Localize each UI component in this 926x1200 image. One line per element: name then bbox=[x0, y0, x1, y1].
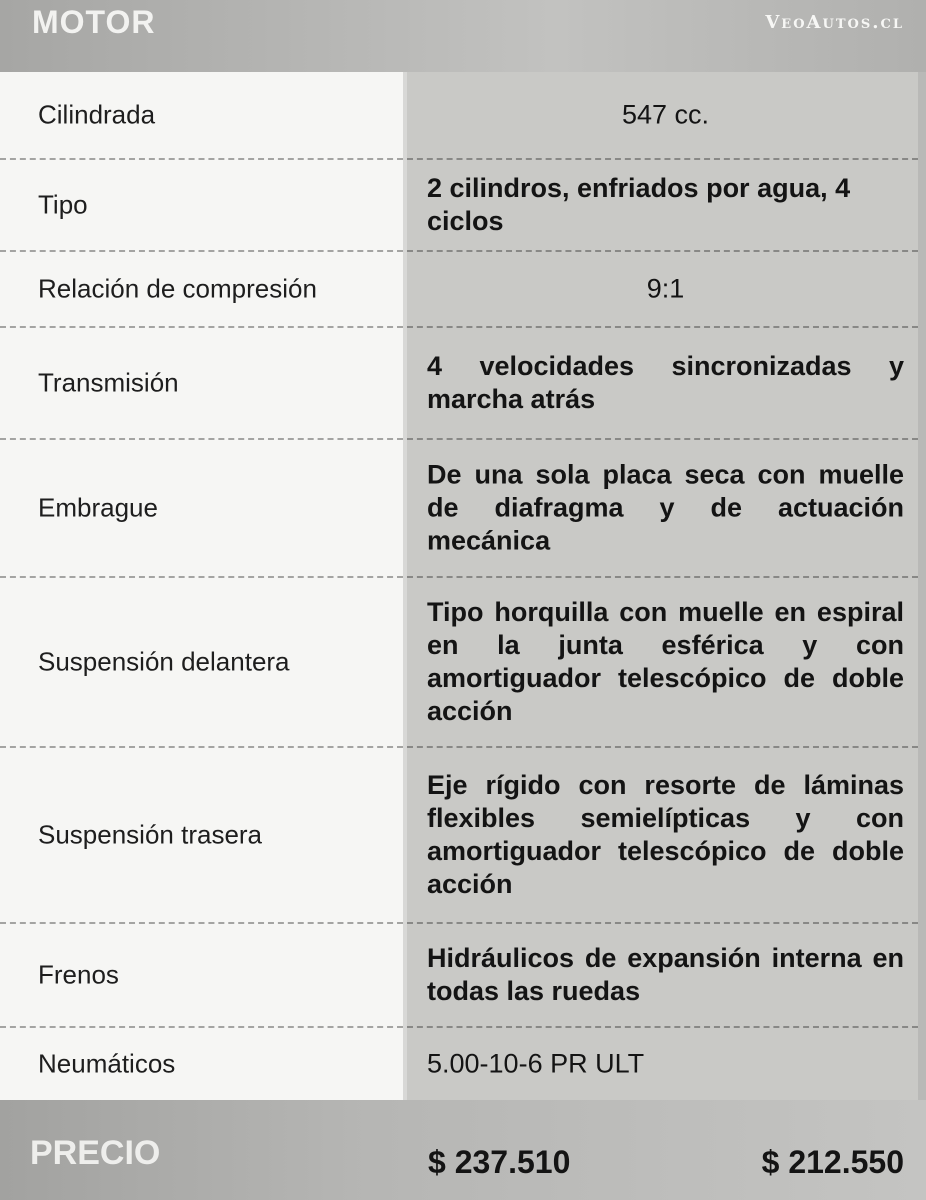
spec-label-cell bbox=[0, 578, 403, 748]
spec-value: Eje rígido con resorte de láminas flexibles semielípticas y con amortiguador telescópico de doble acción bbox=[427, 770, 904, 899]
spec-row-tipo bbox=[0, 160, 926, 252]
spec-row-embrague bbox=[0, 440, 926, 578]
spec-label-cell bbox=[0, 72, 403, 160]
header-bar bbox=[0, 0, 926, 72]
spec-value-cell bbox=[407, 748, 918, 924]
price-bar bbox=[0, 1100, 926, 1200]
spec-label: Embrague bbox=[38, 492, 158, 523]
spec-value-cell bbox=[407, 328, 918, 440]
spec-value-cell bbox=[407, 440, 918, 578]
spec-label-cell bbox=[0, 748, 403, 924]
spec-label-cell bbox=[0, 252, 403, 328]
site-watermark: VeoAutos.cl bbox=[765, 12, 904, 33]
spec-label: Frenos bbox=[38, 959, 119, 990]
spec-value: 9:1 bbox=[646, 273, 685, 304]
spec-row-transmision bbox=[0, 328, 926, 440]
spec-label: Suspensión delantera bbox=[38, 646, 290, 677]
spec-table bbox=[0, 72, 926, 1100]
spec-label: Transmisión bbox=[38, 367, 179, 398]
spec-value: Tipo horquilla con muelle en espiral en la junta esférica y con amortiguador telescópico de doble acción bbox=[427, 597, 904, 726]
spec-label-cell bbox=[0, 328, 403, 440]
section-title: MOTOR bbox=[32, 4, 156, 40]
price-value-1: $ 237.510 bbox=[428, 1144, 571, 1180]
spec-label: Cilindrada bbox=[38, 99, 156, 130]
spec-value-cell bbox=[407, 578, 918, 748]
spec-label-cell bbox=[0, 440, 403, 578]
spec-row-neumaticos bbox=[0, 1028, 926, 1100]
spec-value-cell bbox=[407, 252, 918, 328]
spec-value: De una sola placa seca con muelle de diafragma y de actuación mecánica bbox=[427, 459, 904, 556]
price-label: PRECIO bbox=[30, 1134, 161, 1172]
spec-label-cell bbox=[0, 1028, 403, 1100]
spec-value-cell bbox=[407, 924, 918, 1028]
spec-value-cell bbox=[407, 1028, 918, 1100]
price-value-2: $ 212.550 bbox=[761, 1144, 904, 1180]
spec-value: 547 cc. bbox=[621, 99, 710, 130]
spec-value: 4 velocidades sincronizadas y marcha atrás bbox=[427, 351, 904, 414]
spec-value: 2 cilindros, enfriados por agua, 4 ciclos bbox=[427, 173, 851, 236]
spec-row-suspension-delantera bbox=[0, 578, 926, 748]
spec-value: 5.00-10-6 PR ULT bbox=[427, 1048, 645, 1079]
spec-label-cell bbox=[0, 924, 403, 1028]
spec-row-compresion bbox=[0, 252, 926, 328]
spec-label-cell bbox=[0, 160, 403, 252]
spec-label: Relación de compresión bbox=[38, 273, 317, 304]
spec-label: Suspensión trasera bbox=[38, 819, 263, 850]
spec-value-cell bbox=[407, 160, 918, 252]
spec-row-cilindrada bbox=[0, 72, 926, 160]
spec-value: Hidráulicos de expansión interna en todas las ruedas bbox=[427, 943, 904, 1006]
spec-value-cell bbox=[407, 72, 918, 160]
spec-label: Neumáticos bbox=[38, 1048, 176, 1079]
spec-row-frenos bbox=[0, 924, 926, 1028]
spec-label: Tipo bbox=[38, 189, 88, 220]
spec-row-suspension-trasera bbox=[0, 748, 926, 924]
